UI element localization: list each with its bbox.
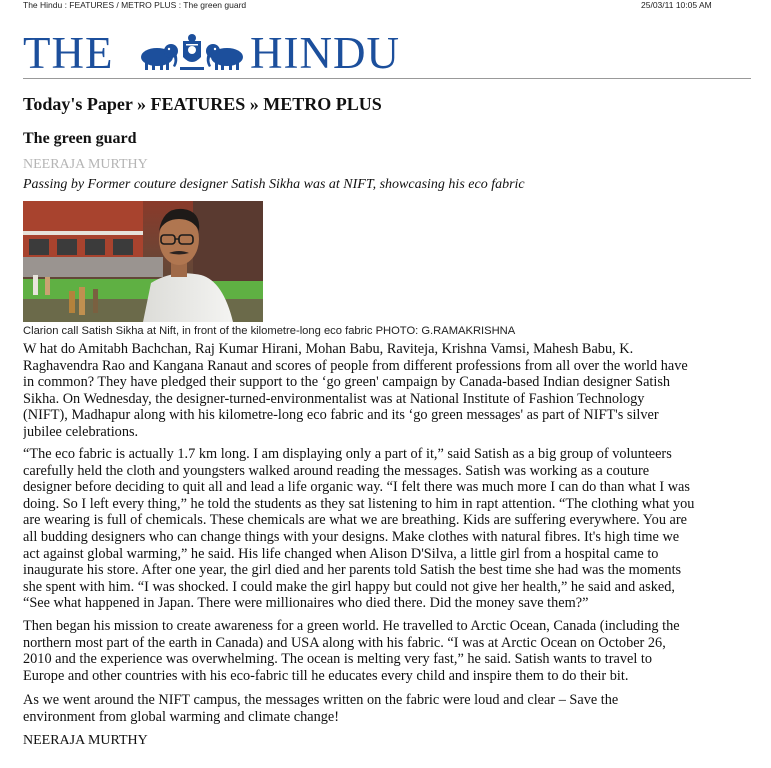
print-header-title: The Hindu : FEATURES / METRO PLUS : The green guard xyxy=(23,0,247,10)
text-line: environment from global warming and climate change! xyxy=(23,708,340,725)
text-line: she spent with him. “I was shocked. I could make the girl happy but could not give her health,” he said and asked, xyxy=(23,578,675,595)
text-line: northern most part of the earth in Canada) and USA along with his fabric. “I was at Arctic Ocean on October 26, xyxy=(23,634,666,651)
breadcrumb: Today's Paper » FEATURES » METRO PLUS xyxy=(23,94,382,114)
author-byline-bottom: NEERAJA MURTHY xyxy=(23,733,148,748)
text-line: are wearing is full of chemicals. These chemicals are what we are breathing. Kids are suffering everywhere. You are xyxy=(23,512,688,529)
print-header-timestamp: 25/03/11 10:05 AM xyxy=(641,0,712,10)
text-line: “The eco fabric is actually 1.7 km long. I am displaying only a part of it,” said Satish as a big group of volunteers xyxy=(23,446,672,462)
text-line: in common? They have pledged their support to the ‘go green' campaign by Canada-based Indian designer Satish xyxy=(23,374,671,391)
text-line: 2010 and the experience was overwhelming. The ocean is melting very fast,” he said. Satish wants to travel to xyxy=(23,651,653,668)
masthead-word-the: THE xyxy=(23,28,114,78)
text-line: Then began his mission to create awareness for a green world. He travelled to Arctic Ocean, Canada (including the xyxy=(23,618,680,634)
text-line: act against global warming,” he said. His life changed when Alison D'Silva, a little girl from a hospital came to xyxy=(23,545,659,562)
author-byline-top: NEERAJA MURTHY xyxy=(23,157,148,172)
photo-caption: Clarion call Satish Sikha at Nift, in front of the kilometre-long eco fabric PHOTO: G.RAMAKRISHNA xyxy=(23,325,516,337)
text-line: doing. So I left every thing,” he told the students as they sat listening to him in rapt attention. “The clothing what you xyxy=(23,495,695,512)
text-line: all budding designers who can change things with your designs. Make clothes with natural fibres. It's high time we xyxy=(23,528,680,545)
text-line: As we went around the NIFT campus, the messages written on the fabric were loud and clear – Save the xyxy=(23,692,619,708)
article-paragraph-1 xyxy=(23,341,771,441)
text-line: carefully held the cloth and youngsters walked around reading the messages. Satish was working as a couture xyxy=(23,462,650,479)
text-line: Europe and other countries with his eco-fabric till he educates every child and inspire them to do their bit. xyxy=(23,667,629,684)
text-line: Raghavendra Rao and Kangana Ranaut and scores of people from different professions from all over the world have xyxy=(23,357,688,374)
text-line: (NIFT), Madhapur along with his kilometre-long eco fabric and its ‘go green messages' as part of NIFT's silver xyxy=(23,407,659,424)
text-line: inaugurate his store. After one year, the girl died and her parents told Satish the best time she had was the moments xyxy=(23,562,682,579)
text-line: W hat do Amitabh Bachchan, Raj Kumar Hirani, Mohan Babu, Raviteja, Krishna Vamsi, Mahesh Babu, K. xyxy=(23,341,634,357)
elephant-crest-icon xyxy=(133,33,251,71)
article-standfirst: Passing by Former couture designer Satish Sikha was at NIFT, showcasing his eco fabric xyxy=(23,177,525,192)
masthead-word-hindu: HINDU xyxy=(250,28,400,78)
article-paragraph-2 xyxy=(23,446,771,612)
text-line: Sikha. On Wednesday, the designer-turned-environmentalist was at National Institute of Fashion Technology xyxy=(23,390,645,407)
article-headline: The green guard xyxy=(23,130,137,147)
print-header xyxy=(0,0,771,12)
text-line: “See what happened in Japan. There were millionaires who died there. Did the money save them?” xyxy=(23,595,589,612)
masthead xyxy=(23,30,751,79)
article-photo xyxy=(23,201,263,322)
article-paragraph-4 xyxy=(23,692,771,725)
article-paragraph-3 xyxy=(23,618,771,684)
text-line: designer before deciding to quit all and lead a life organic way. “I felt there was much more I can do than what I was xyxy=(23,479,690,496)
text-line: jubilee celebrations. xyxy=(23,423,139,440)
